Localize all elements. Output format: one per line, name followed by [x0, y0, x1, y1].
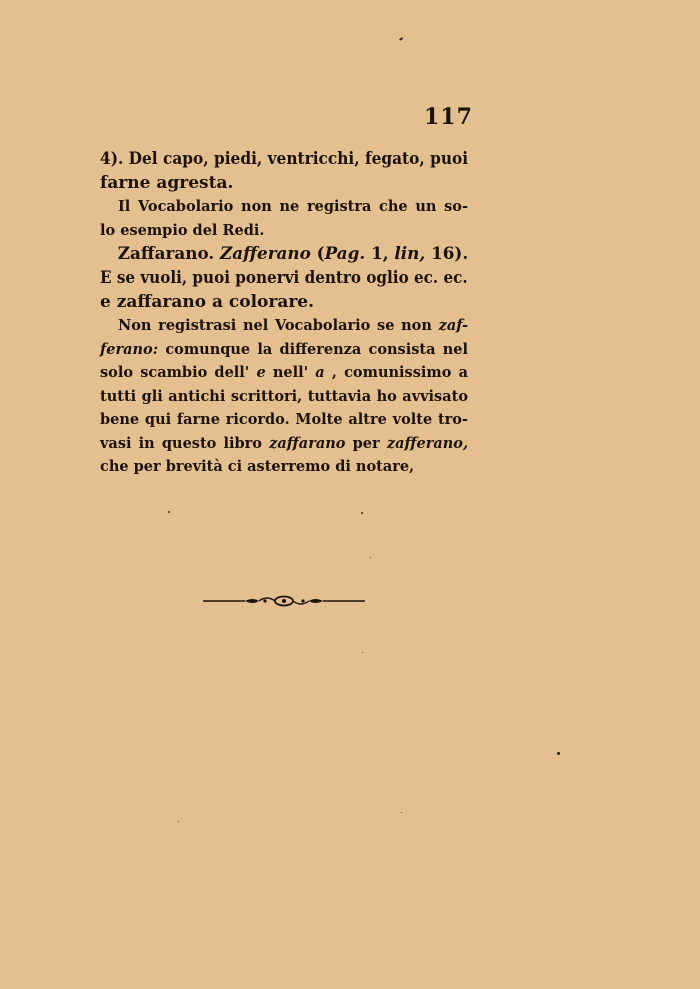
- paper-speck: [168, 511, 170, 513]
- p2-line-2: lo esempio del Redi.: [100, 221, 265, 239]
- entry-headword: Zaffarano.: [117, 244, 215, 264]
- p4-line-3: solo scambio dell' e nell' a , comunissimo a: [100, 364, 468, 381]
- p3-line-1: [100, 242, 469, 266]
- paper-speck: [370, 557, 371, 558]
- p4-line-1: Non registrasi nel Vocabolario se non zaf-: [118, 317, 468, 334]
- fleuron-rule-icon: [203, 594, 365, 608]
- entry-term: Zafferano: [220, 244, 311, 264]
- paper-speck: [401, 812, 402, 813]
- p4-line-6: vasi in questo libro zaffarano per zafferano,: [100, 434, 468, 452]
- entry-ref: (Pag. 1, lin, 16).: [316, 244, 469, 264]
- p4-line-4: tutti gli antichi scrittori, tuttavia ho avvisato: [100, 387, 468, 405]
- p4-line-5: bene qui farne ricordo. Molte altre volte tro-: [100, 411, 468, 428]
- paper-speck: [399, 37, 403, 40]
- p4-line-2: ferano: comunque la differenza consista nel: [100, 340, 468, 358]
- p4-line-7: che per brevità ci asterremo di notare,: [100, 458, 415, 475]
- p1-line-2: farne agresta.: [100, 173, 234, 193]
- paper-speck: [362, 652, 363, 653]
- p3-line-2: E se vuoli, puoi ponervi dentro oglio ec. ec.: [100, 268, 468, 288]
- page-number: 117: [424, 104, 473, 130]
- p2-line-1: Il Vocabolario non ne registra che un so-: [118, 198, 468, 215]
- body-text: [100, 147, 468, 479]
- paper-speck: [361, 512, 363, 514]
- p3-line-3: e zaffarano a colorare.: [100, 292, 315, 312]
- paper-speck: [557, 752, 560, 755]
- paper-speck: [178, 821, 179, 822]
- p1-line-1: 4). Del capo, piedi, ventricchi, fegato, puoi: [100, 149, 469, 169]
